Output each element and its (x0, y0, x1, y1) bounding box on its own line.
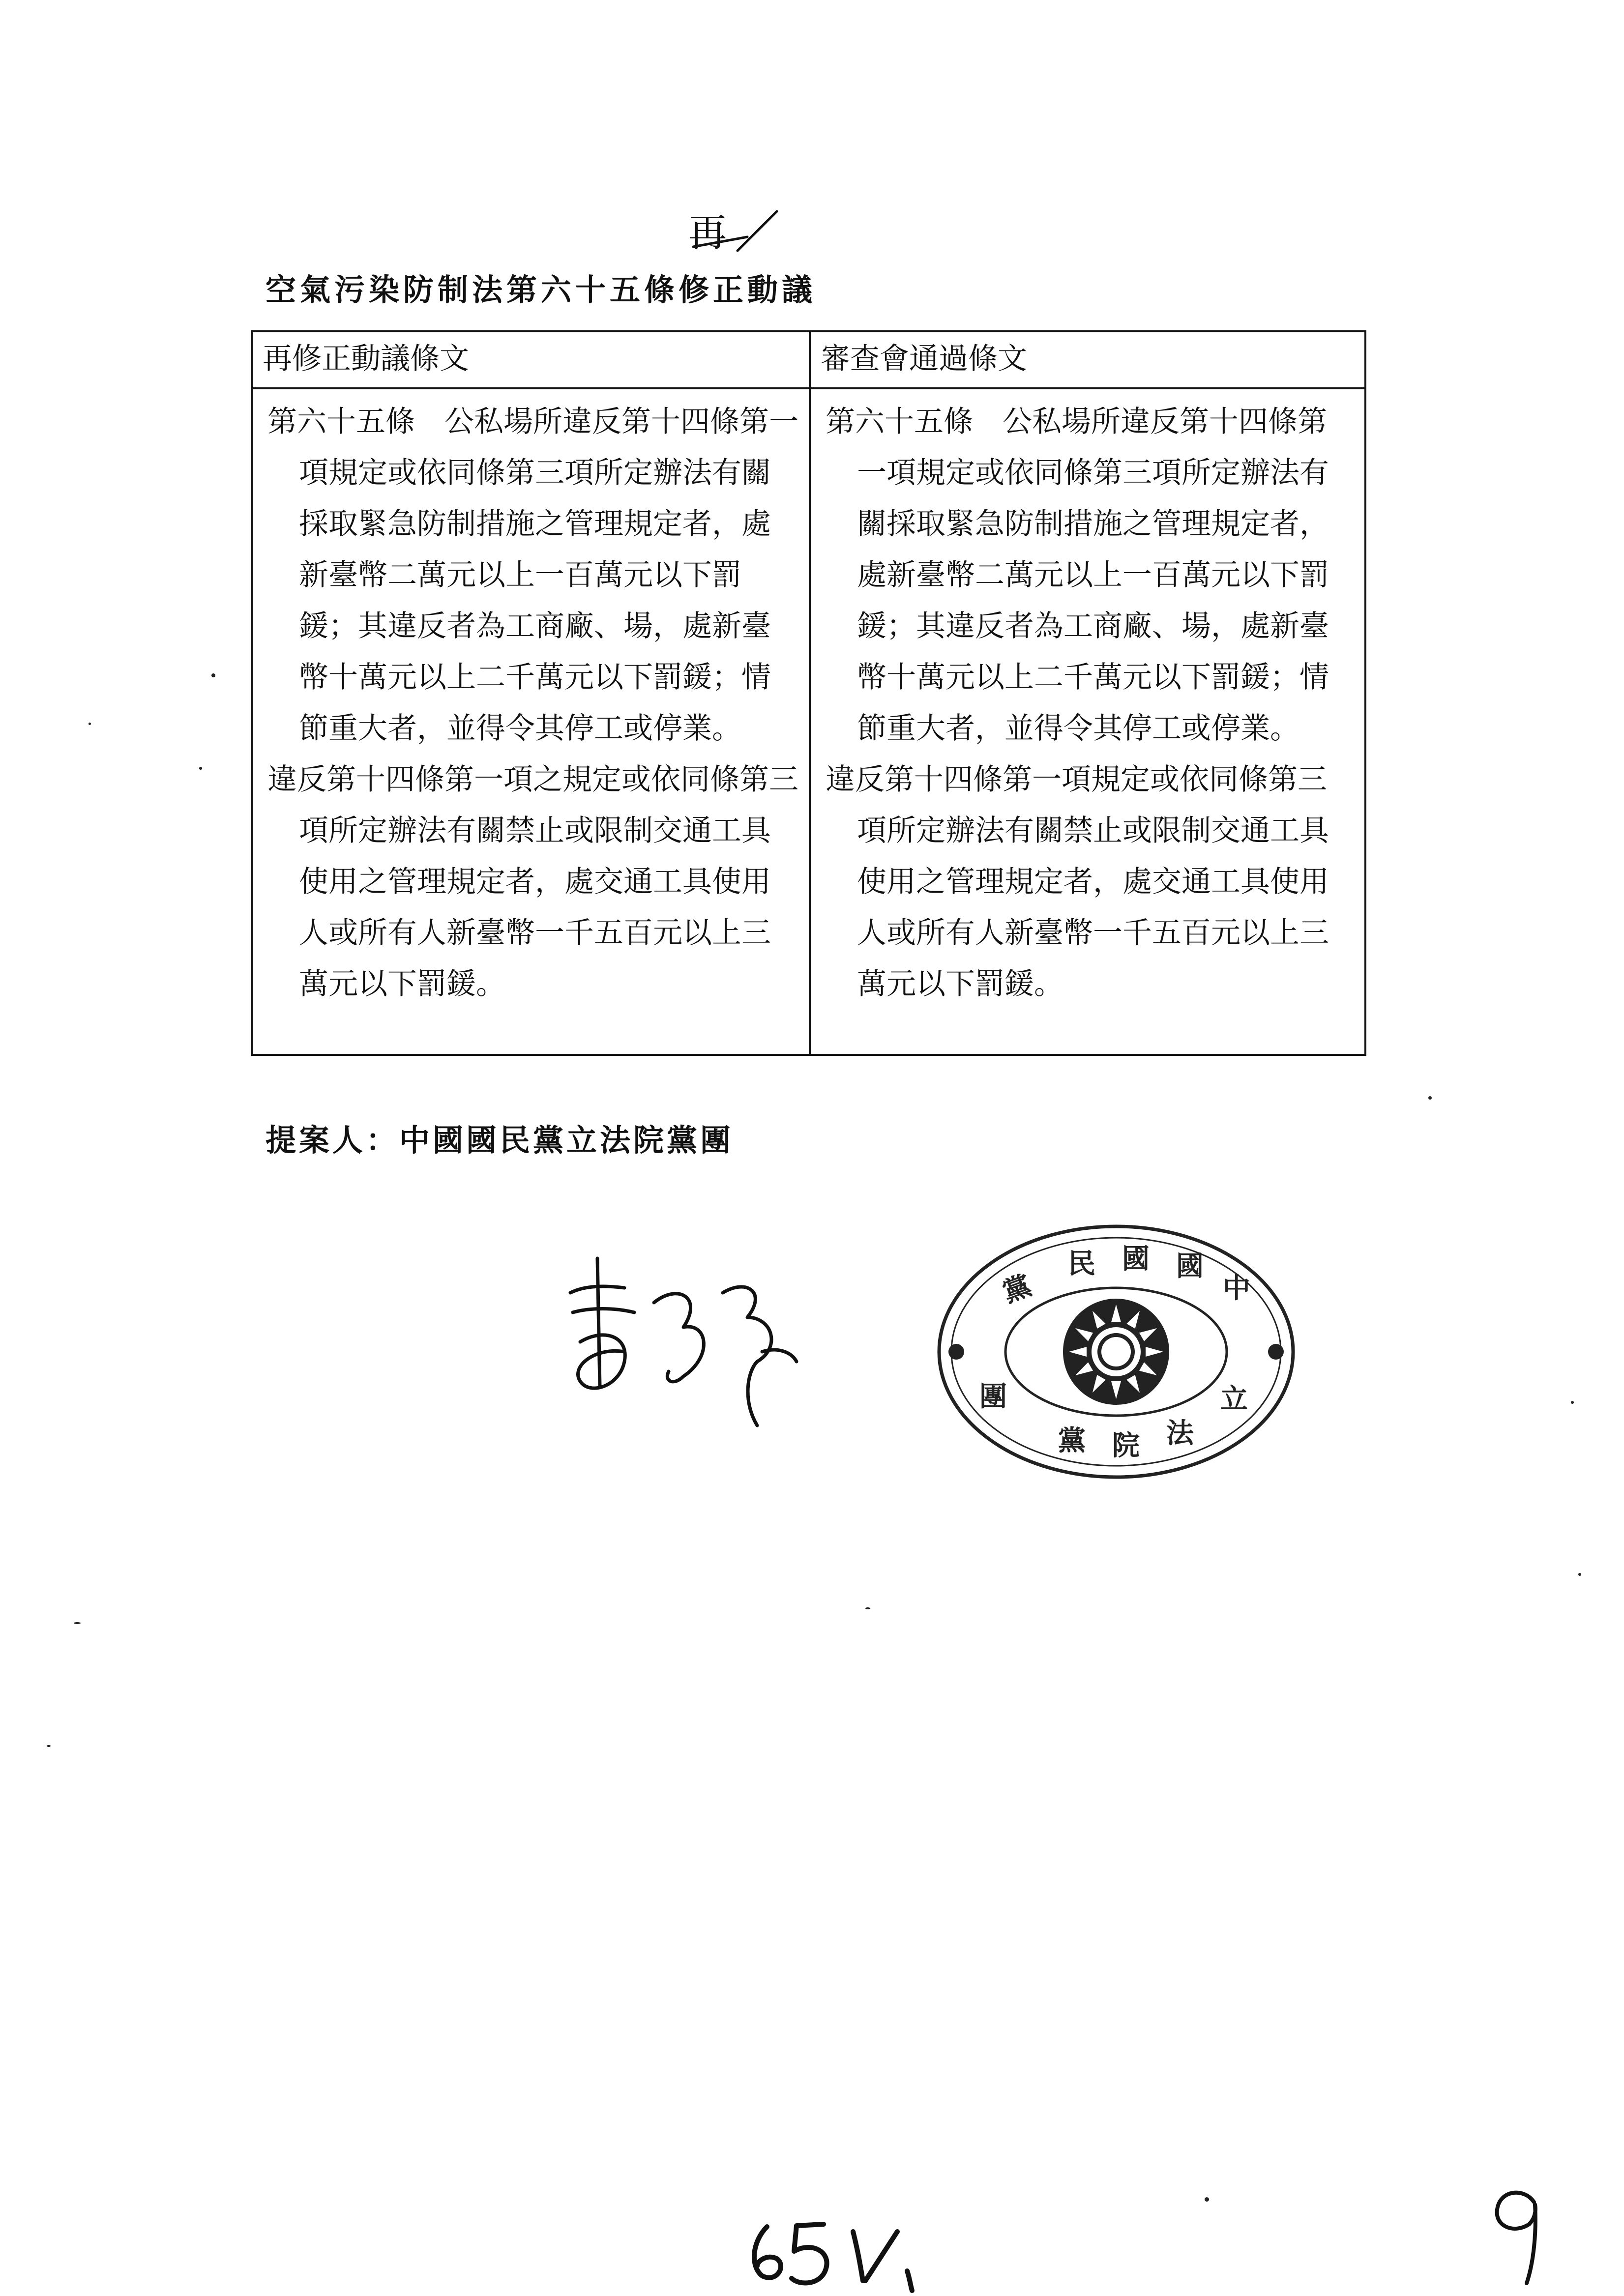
proposer-line: 提案人：中國國民黨立法院黨團 (266, 1122, 734, 1158)
svg-text:團: 團 (979, 1380, 1007, 1413)
article-paragraph: 違反第十四條第一項規定或依同條第三項所定辦法有關禁止或限制交通工具使用之管理規定者，處交通工具使用人或所有人新臺幣一千五百元以上三萬元以下罰鍰。 (826, 762, 1329, 1001)
comparison-table (251, 330, 1366, 1056)
scan-speck (1205, 2197, 1209, 2202)
svg-text:黨: 黨 (1058, 1424, 1086, 1457)
article-paragraph: 第六十五條 公私場所違反第十四條第一項規定或依同條第三項所定辦法有關採取緊急防制措施之管理規定者，處新臺幣二萬元以上一百萬元以下罰鍰；其違反者為工商廠、場，處新臺幣十萬元以上二千萬元以下罰鍰；情節重大者，並得令其停工或停業。 (826, 405, 1329, 746)
scan-speck (865, 1607, 870, 1609)
insert-mark-text: 再 (688, 211, 727, 255)
svg-text:中: 中 (1223, 1272, 1250, 1305)
scan-speck (199, 767, 202, 770)
table-body-row (252, 388, 1365, 1055)
committee-passed-cell (810, 388, 1365, 1055)
svg-text:黨: 黨 (998, 1269, 1036, 1309)
scan-speck (1428, 1096, 1432, 1100)
scan-speck (1578, 1573, 1581, 1576)
scan-speck (47, 1745, 51, 1747)
svg-text:民: 民 (1068, 1248, 1095, 1280)
handwritten-page-number (1480, 2178, 1559, 2291)
svg-text:國: 國 (1122, 1243, 1150, 1275)
scan-speck (74, 1622, 81, 1624)
svg-text:法: 法 (1166, 1417, 1194, 1450)
header-revised-motion: 再修正動議條文 (252, 331, 810, 388)
svg-text:立: 立 (1220, 1383, 1248, 1415)
scan-speck (1571, 1401, 1574, 1404)
revised-motion-cell (252, 388, 810, 1055)
handwritten-insert-mark (683, 206, 782, 265)
article-paragraph: 第六十五條 公私場所違反第十四條第一項規定或依同條第三項所定辦法有關採取緊急防制措施之管理規定者，處新臺幣二萬元以上一百萬元以下罰鍰；其違反者為工商廠、場，處新臺幣十萬元以上二千萬元以下罰鍰；情節重大者，並得令其停工或停業。 (267, 405, 798, 746)
handwritten-page-note (738, 2212, 944, 2296)
document-title: 空氣污染防制法第六十五條修正動議 (266, 272, 817, 308)
header-committee-passed: 審查會通過條文 (810, 331, 1365, 388)
table-header-row (252, 331, 1365, 388)
handwritten-signature (551, 1239, 806, 1445)
svg-text:院: 院 (1112, 1429, 1140, 1462)
party-caucus-seal (934, 1219, 1298, 1484)
svg-text:國: 國 (1176, 1250, 1204, 1282)
scan-speck (211, 673, 215, 677)
article-paragraph: 違反第十四條第一項之規定或依同條第三項所定辦法有關禁止或限制交通工具使用之管理規定者，處交通工具使用人或所有人新臺幣一千五百元以上三萬元以下罰鍰。 (267, 762, 798, 1001)
scan-speck (89, 723, 91, 725)
